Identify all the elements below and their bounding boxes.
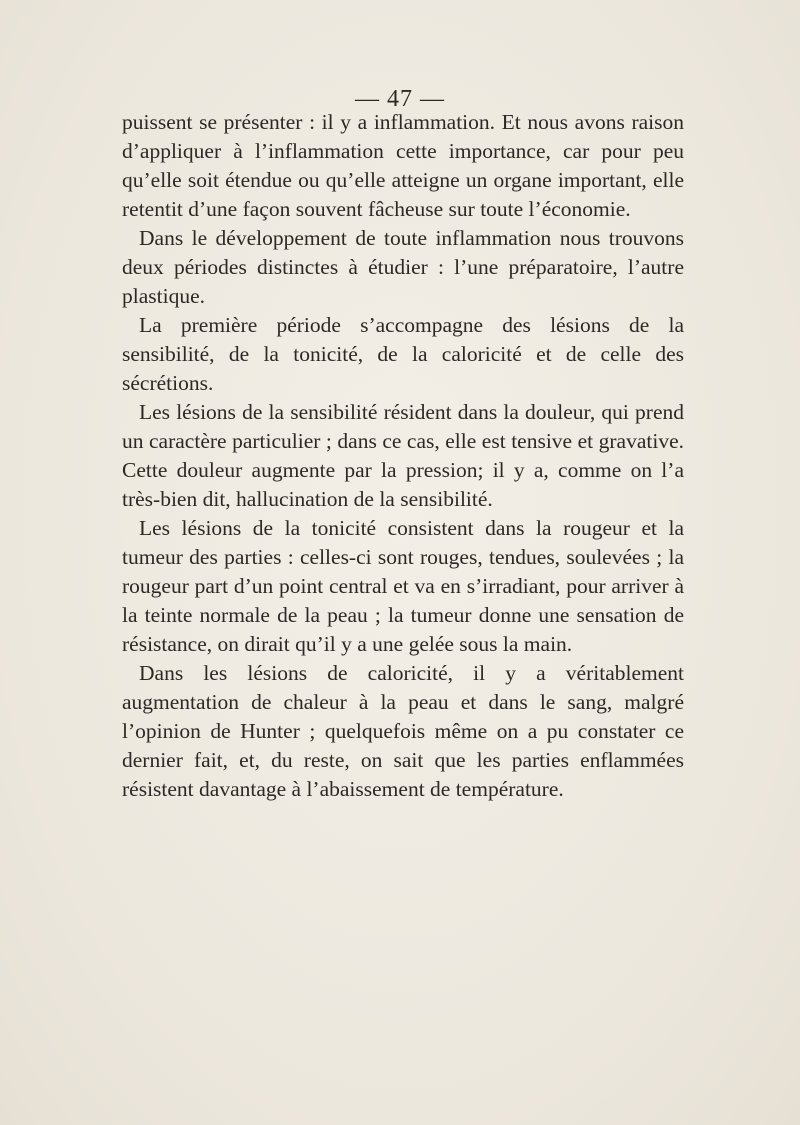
page-number: — 47 — [355,86,445,112]
paragraph: Les lésions de la sensibilité résident dans la douleur, qui prend un caractère particulier ; dans ce cas, elle est tensive et gravative. Cette douleur augmente par la pression; il y a, comme on l’a très-bien dit, hallucination de la sensibilité. [122,400,684,511]
paragraph: puissent se présenter : il y a inflammation. Et nous avons raison d’appliquer à l’inflammation cette importance, car pour peu qu’elle soit étendue ou qu’elle atteigne un organe important, elle retentit d’une façon souvent fâcheuse sur toute l’économie. [122,110,684,221]
paragraph: Dans le développement de toute inflammation nous trouvons deux périodes distinctes à étudier : l’une préparatoire, l’autre plastique. [122,226,684,308]
paragraph: Les lésions de la tonicité consistent dans la rougeur et la tumeur des parties : celles-ci sont rouges, tendues, soulevées ; la rougeur part d’un point central et va en s’irradiant, pour arriver à la teinte normale de la peau ; la tumeur donne une sensation de résistance, on dirait qu’il y a une gelée sous la main. [122,516,684,656]
paragraph: La première période s’accompagne des lésions de la sensibilité, de la tonicité, de la caloricité et de celle des sécrétions. [122,313,684,395]
body-text [122,108,684,804]
paragraph: Dans les lésions de caloricité, il y a véritablement augmentation de chaleur à la peau et dans le sang, malgré l’opinion de Hunter ; quelquefois même on a pu constater ce dernier fait, et, du reste, on sait que les parties enflammées résistent davantage à l’abaissement de température. [122,661,684,801]
